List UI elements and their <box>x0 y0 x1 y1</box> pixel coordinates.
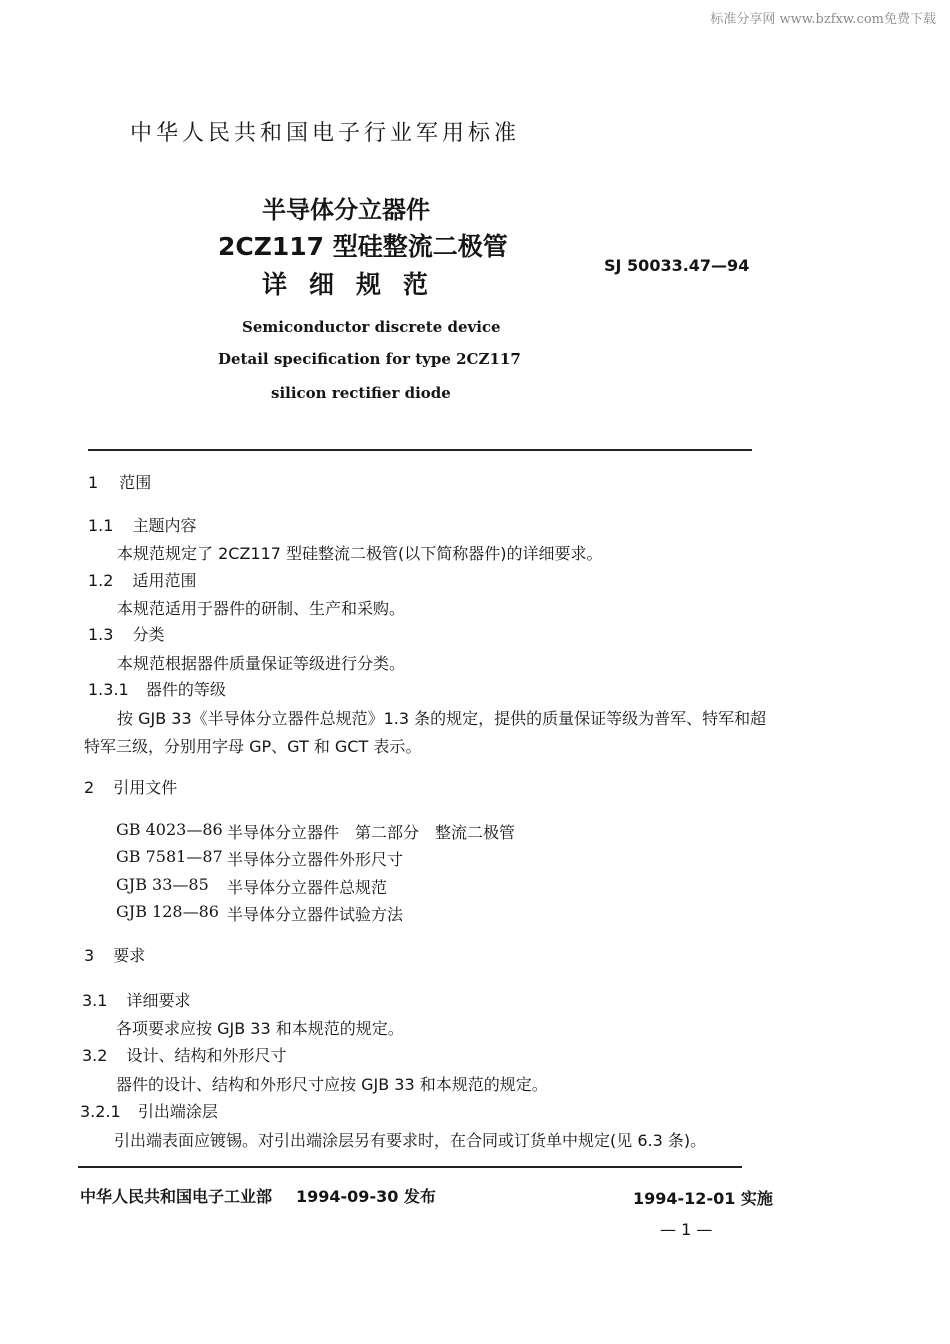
section-3-2-1-text: 引出端表面应镀锡。对引出端涂层另有要求时，在合同或订货单中规定(见 6.3 条)。 <box>114 1131 707 1150</box>
section-number: 3.1 <box>82 991 108 1010</box>
section-number: 2 <box>84 778 95 797</box>
section-1-3-heading <box>88 622 165 645</box>
top-divider <box>88 449 752 451</box>
section-number: 1.2 <box>88 571 114 590</box>
ref-code-1: GB 4023—86 <box>116 820 223 839</box>
ref-code-4: GJB 128—86 <box>116 902 219 921</box>
section-1-1-heading <box>88 513 197 536</box>
title-line-2: 2CZ117 型硅整流二极管 <box>218 232 508 261</box>
english-title-line-1: Semiconductor discrete device <box>242 318 501 336</box>
watermark: 标准分享网 www.bzfxw.com免费下载 <box>710 12 936 27</box>
section-number: 1.1 <box>88 516 114 535</box>
standard-number: SJ 50033.47—94 <box>604 256 750 275</box>
section-number: 1.3 <box>88 625 114 644</box>
ref-title-2: 半导体分立器件外形尺寸 <box>227 850 404 869</box>
ref-title-1: 半导体分立器件 第二部分 整流二极管 <box>227 823 516 842</box>
title-line-1: 半导体分立器件 <box>262 196 430 224</box>
footer-issuer: 中华人民共和国电子工业部 <box>80 1187 273 1206</box>
section-number: 1 <box>88 473 99 492</box>
section-1-3-text: 本规范根据器件质量保证等级进行分类。 <box>117 654 406 673</box>
section-3-1-text: 各项要求应按 GJB 33 和本规范的规定。 <box>116 1019 404 1038</box>
section-title: 范围 <box>119 473 152 492</box>
footer-effective-date: 1994-12-01 实施 <box>633 1189 773 1208</box>
section-1-1-text: 本规范规定了 2CZ117 型硅整流二极管(以下简称器件)的详细要求。 <box>117 544 603 563</box>
section-number: 3.2.1 <box>80 1102 121 1121</box>
section-number: 3 <box>84 946 95 965</box>
page-number: — 1 — <box>660 1220 713 1239</box>
section-3-1-heading <box>82 988 191 1011</box>
section-title: 适用范围 <box>132 571 197 590</box>
section-title: 引出端涂层 <box>137 1102 218 1121</box>
ref-title-4: 半导体分立器件试验方法 <box>227 905 404 924</box>
section-title: 引用文件 <box>113 778 178 797</box>
ref-code-2: GB 7581—87 <box>116 847 223 866</box>
section-3-2-heading <box>82 1043 287 1066</box>
section-1-2-text: 本规范适用于器件的研制、生产和采购。 <box>117 599 406 618</box>
section-3-2-text: 器件的设计、结构和外形尺寸应按 GJB 33 和本规范的规定。 <box>116 1075 548 1094</box>
ref-title-3: 半导体分立器件总规范 <box>227 878 388 897</box>
section-title: 设计、结构和外形尺寸 <box>126 1046 287 1065</box>
section-title: 器件的等级 <box>145 680 226 699</box>
section-3-heading <box>84 943 145 966</box>
section-3-2-1-heading <box>80 1099 218 1122</box>
section-title: 要求 <box>113 946 146 965</box>
section-2-heading <box>84 775 177 798</box>
section-title: 分类 <box>132 625 165 644</box>
english-title-line-2: Detail specification for type 2CZ117 <box>218 350 521 368</box>
bottom-divider <box>78 1166 742 1168</box>
section-number: 1.3.1 <box>88 680 129 699</box>
english-title-line-3: silicon rectifier diode <box>271 384 451 402</box>
title-line-3: 详细规范 <box>262 270 451 299</box>
section-title: 主题内容 <box>132 516 197 535</box>
section-1-heading <box>88 470 151 493</box>
section-1-3-1-heading <box>88 677 226 700</box>
section-1-2-heading <box>88 568 197 591</box>
footer-issue-date: 1994-09-30 发布 <box>296 1187 436 1206</box>
ref-code-3: GJB 33—85 <box>116 875 209 894</box>
section-1-3-1-text-line-2: 特军三级，分别用字母 GP、GT 和 GCT 表示。 <box>84 737 422 756</box>
section-title: 详细要求 <box>126 991 191 1010</box>
section-1-3-1-text-line-1: 按 GJB 33《半导体分立器件总规范》1.3 条的规定，提供的质量保证等级为普军、特军和超 <box>117 709 767 728</box>
section-number: 3.2 <box>82 1046 108 1065</box>
standard-header: 中华人民共和国电子行业军用标准 <box>130 121 521 146</box>
